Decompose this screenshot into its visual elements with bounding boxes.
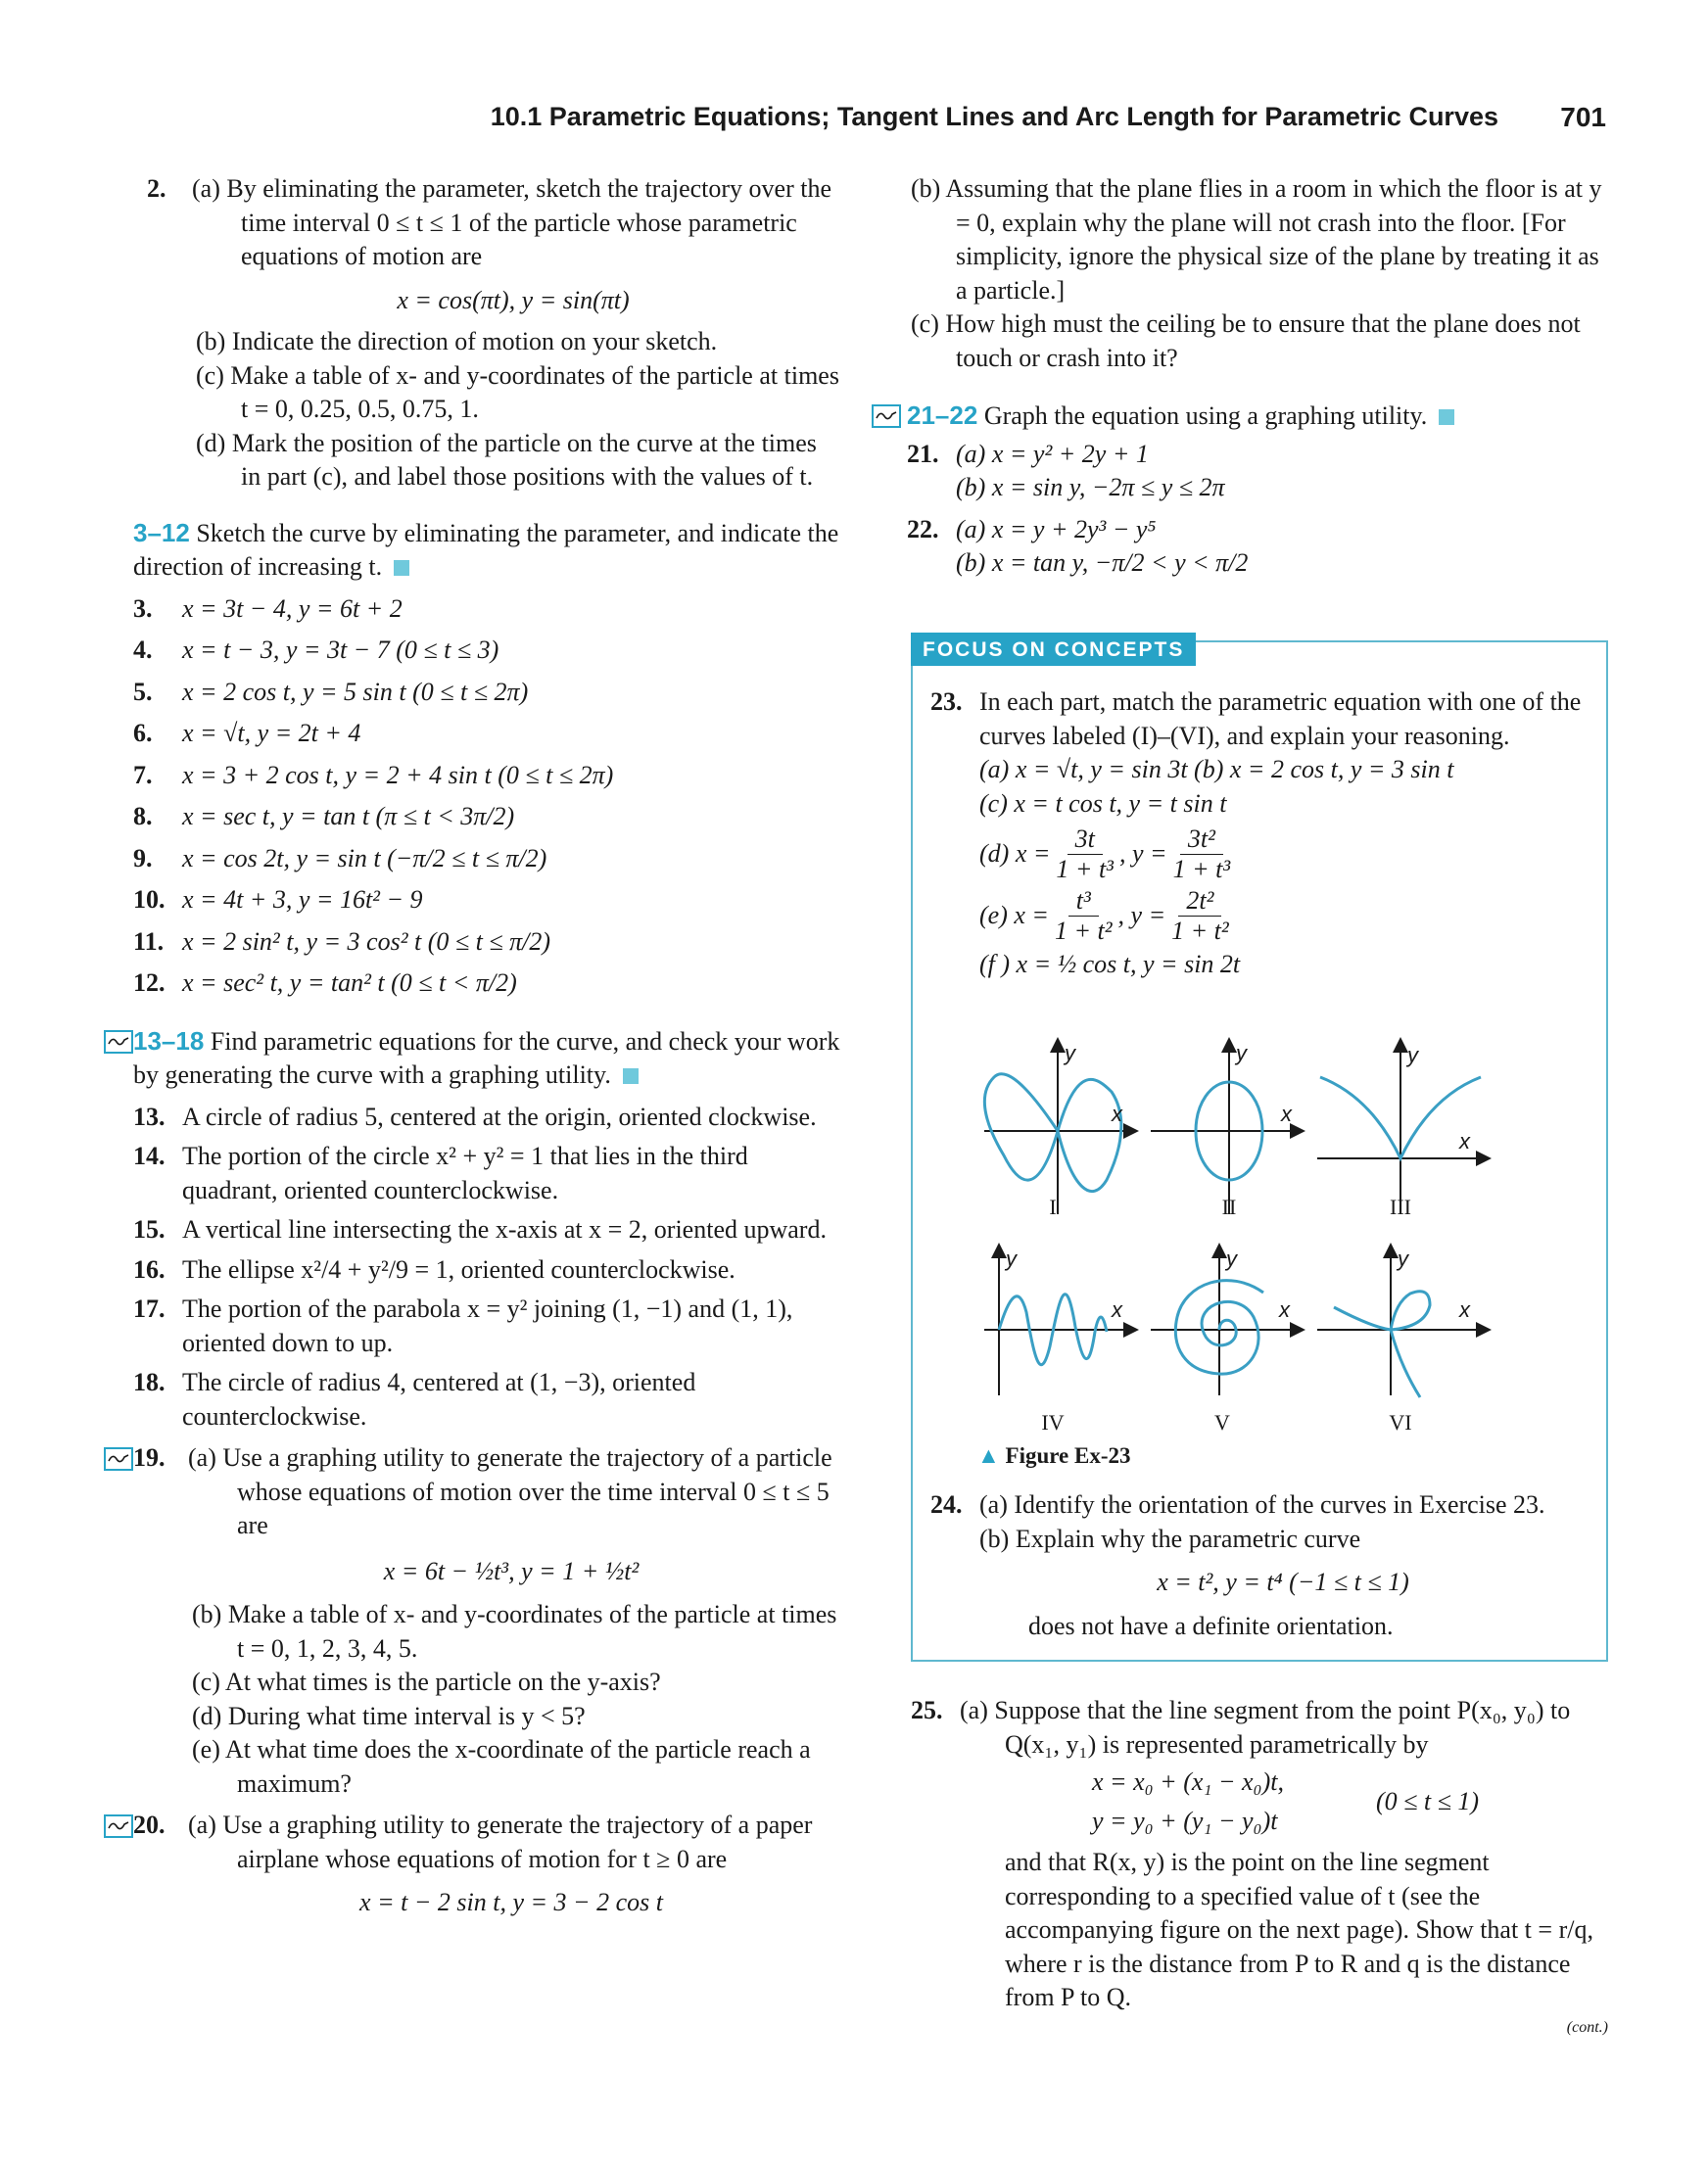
exercise-number: 5. — [133, 677, 153, 706]
exercise-item — [133, 925, 840, 960]
exercise-part-e: (e) At what time does the x-coordinate of the particle reach a maximum? — [192, 1735, 811, 1798]
exercise-text: The ellipse x²/4 + y²/9 = 1, oriented counterclockwise. — [182, 1254, 735, 1284]
running-header — [0, 102, 1606, 141]
section-13-18 — [133, 1024, 840, 1435]
curve-VI — [1334, 1292, 1430, 1397]
exercise-number: 19. — [133, 1443, 166, 1472]
curve-label-III: III — [1390, 1195, 1411, 1219]
section-range: 21–22 — [907, 400, 978, 430]
equation-y: y = y₀ + (y₁ − y₀)t — [1092, 1807, 1278, 1835]
denominator: 1 + t³ — [1172, 855, 1231, 883]
exercise-list-3-12 — [133, 592, 840, 1001]
section-instructions: Sketch the curve by eliminating the parameter, and indicate the direction of increasing t. — [133, 518, 839, 581]
exercise-part-a: (a) Use a graphing utility to generate the trajectory of a particle whose equations of motion over the time interval 0 ≤ t ≤ 5 are — [188, 1443, 832, 1539]
exercise-part-d: (d) Mark the position of the particle on the curve at the times in part (c), and label those positions with the values of t. — [196, 428, 817, 491]
axis-label-x: x — [1459, 1297, 1470, 1322]
numerator: 3t — [1068, 824, 1103, 855]
curve-I — [984, 1074, 1120, 1192]
part-e — [979, 886, 1596, 946]
axis-label-x: x — [1279, 1297, 1290, 1322]
exercise-number: 11. — [133, 926, 165, 956]
axis-label-y: y — [1226, 1247, 1237, 1271]
section-range: 13–18 — [133, 1025, 205, 1056]
exercise-number: 15. — [133, 1215, 166, 1244]
caption-triangle-icon: ▲ — [977, 1443, 1000, 1468]
axis-label-y: y — [1236, 1041, 1247, 1065]
part-d — [979, 824, 1596, 884]
exercise-number: 18. — [133, 1368, 166, 1396]
parametric-equation: x = t − 2 sin t, y = 3 − 2 cos t — [359, 1888, 663, 1916]
exercise-part-a: (a) Identify the orientation of the curves in Exercise 23. — [979, 1490, 1545, 1519]
figure-ex-23 — [970, 1033, 1518, 1454]
exercise-number: 6. — [133, 719, 153, 747]
exercise-text: The portion of the circle x² + y² = 1 that lies in the third quadrant, oriented counterclockwise. — [182, 1142, 748, 1204]
exercise-equation: x = sec t, y = tan t (π ≤ t < 3π/2) — [182, 802, 515, 830]
exercise-text: A vertical line intersecting the x-axis at x = 2, oriented upward. — [182, 1215, 827, 1244]
exercise-intro: In each part, match the parametric equation with one of the curves labeled (I)–(VI), and explain your reasoning. — [979, 687, 1582, 750]
exercise-equation: x = 3t − 4, y = 6t + 2 — [182, 593, 403, 623]
parametric-equation: x = t², y = t⁴ (−1 ≤ t ≤ 1) — [1157, 1568, 1409, 1596]
exercise-23 — [930, 685, 1596, 982]
focus-tab-rule — [1200, 640, 1608, 642]
exercise-body: and that R(x, y) is the point on the line segment corresponding to a specified value of t (see the accompanying figure on the next page). Show that t = r/q, where r is the distance from P to R and q is the distance from P to Q. — [1005, 1848, 1593, 2011]
axis-label-x: x — [1281, 1102, 1292, 1126]
exercise-part-b: (b) x = sin y, −2π ≤ y ≤ 2π — [956, 473, 1225, 501]
section-range: 3–12 — [133, 517, 190, 547]
fraction — [1173, 824, 1231, 884]
exercise-equation: x = t − 3, y = 3t − 7 (0 ≤ t ≤ 3) — [182, 636, 499, 664]
exercise-number: 17. — [133, 1295, 166, 1323]
axis-label-y: y — [1398, 1247, 1408, 1271]
end-square-icon — [623, 1068, 639, 1084]
exercise-item — [133, 1213, 840, 1248]
denominator: 1 + t² — [1171, 917, 1229, 945]
exercise-number: 7. — [133, 760, 153, 789]
exercise-item — [133, 592, 840, 627]
figure-caption — [977, 1443, 1131, 1469]
part-label: (d) x = — [979, 839, 1051, 869]
exercise-24 — [930, 1488, 1596, 1643]
exercise-number: 22. — [907, 514, 939, 543]
graphing-utility-icon — [104, 1030, 133, 1054]
fraction — [1056, 824, 1114, 884]
exercise-item — [133, 1140, 840, 1207]
exercise-item — [133, 717, 840, 751]
parametric-equation: x = 6t − ½t³, y = 1 + ½t² — [383, 1556, 640, 1585]
curve-label-II: II — [1221, 1195, 1237, 1219]
exercise-item — [133, 759, 840, 793]
exercise-20-part-c: (c) How high must the ceiling be to ensure that the plane does not touch or crash into it? — [911, 309, 1581, 372]
exercise-item — [133, 634, 840, 668]
section-3-12 — [133, 516, 840, 1001]
axes — [984, 1045, 1484, 1395]
axis-label-y: y — [1407, 1043, 1418, 1067]
exercise-number: 12. — [133, 968, 166, 997]
focus-on-concepts-label: FOCUS ON CONCEPTS — [911, 633, 1196, 666]
exercise-list-13-18 — [133, 1101, 840, 1435]
left-column — [133, 172, 840, 1920]
curve-label-I: I — [1049, 1195, 1057, 1219]
exercise-item — [133, 676, 840, 710]
curve-label-V: V — [1214, 1410, 1230, 1435]
exercise-part-b: (b) Explain why the parametric curve — [979, 1524, 1361, 1553]
part-f: (f ) x = ½ cos t, y = sin 2t — [979, 950, 1241, 978]
denominator: 1 + t³ — [1056, 855, 1114, 883]
exercise-item — [133, 1366, 840, 1434]
exercise-20 — [133, 1809, 840, 1920]
exercise-part-b: (b) Make a table of x- and y-coordinates of the particle at times t = 0, 1, 2, 3, 4, 5. — [192, 1600, 837, 1663]
exercise-part-a: (a) x = y² + 2y + 1 — [956, 439, 1149, 468]
exercise-25 — [911, 1694, 1608, 2015]
exercise-part-a: (a) Use a graphing utility to generate the trajectory of a paper airplane whose equations of motion for t ≥ 0 are — [188, 1811, 813, 1873]
exercise-item — [133, 842, 840, 876]
continued-note: (cont.) — [1566, 2019, 1608, 2036]
exercise-part-a: (a) Suppose that the line segment from the point P(x₀, y₀) to Q(x₁, y₁) is represented parametrically by — [960, 1696, 1571, 1759]
chapter-section-title: 10.1 Parametric Equations; Tangent Lines and Arc Length for Parametric Curves — [490, 102, 1498, 131]
exercise-equation: x = √t, y = 2t + 4 — [182, 719, 361, 747]
graphing-utility-icon — [104, 1814, 133, 1838]
equation-range: (0 ≤ t ≤ 1) — [1376, 1787, 1480, 1815]
exercise-number: 3. — [133, 593, 153, 623]
axis-label-y: y — [1065, 1041, 1075, 1065]
numerator: 2t² — [1178, 886, 1221, 917]
exercise-equation: x = 4t + 3, y = 16t² − 9 — [182, 885, 423, 914]
exercise-item — [133, 1253, 840, 1288]
exercise-number: 8. — [133, 802, 153, 830]
axis-label-x: x — [1112, 1102, 1122, 1126]
axis-label-y: y — [1006, 1247, 1017, 1271]
graphing-utility-icon — [872, 404, 901, 428]
section-instructions: Find parametric equations for the curve, and check your work by generating the curve with a graphing utility. — [133, 1026, 840, 1089]
exercise-20-part-b: (b) Assuming that the plane flies in a room in which the floor is at y = 0, explain why the plane will not crash into the floor. [For simplicity, ignore the physical size of the plane by treating it as a particle.] — [911, 174, 1602, 305]
curves — [984, 1074, 1481, 1397]
separator: , y = — [1118, 839, 1167, 869]
numerator: 3t² — [1180, 824, 1223, 855]
parametric-equation: x = cos(πt), y = sin(πt) — [397, 285, 630, 314]
separator: , y = — [1117, 901, 1166, 930]
axis-label-x: x — [1112, 1297, 1122, 1322]
exercise-tail: does not have a definite orientation. — [1028, 1611, 1394, 1640]
exercise-2 — [143, 172, 840, 494]
exercise-item — [133, 800, 840, 834]
exercise-equation: x = 2 sin² t, y = 3 cos² t (0 ≤ t ≤ π/2) — [182, 926, 551, 956]
exercise-number: 10. — [133, 885, 166, 914]
exercise-number: 14. — [133, 1142, 166, 1170]
exercise-item — [133, 966, 840, 1001]
end-square-icon — [1439, 409, 1454, 425]
exercise-number: 21. — [907, 439, 939, 468]
exercise-19 — [133, 1441, 840, 1801]
exercise-number: 9. — [133, 843, 153, 872]
equation-system — [911, 1762, 1608, 1840]
exercise-text: A circle of radius 5, centered at the origin, oriented clockwise. — [182, 1102, 817, 1131]
exercise-part-c: (c) At what times is the particle on the y-axis? — [192, 1668, 661, 1696]
section-21-22 — [907, 399, 1606, 581]
exercise-21 — [907, 438, 1606, 505]
numerator: t³ — [1068, 886, 1099, 917]
exercise-text: The portion of the parabola x = y² joining (1, −1) and (1, 1), oriented down to up. — [182, 1295, 793, 1357]
exercise-part-a: (a) x = y + 2y³ − y⁵ — [956, 514, 1157, 543]
exercise-item — [133, 883, 840, 918]
denominator: 1 + t² — [1054, 917, 1113, 945]
exercise-text: The circle of radius 4, centered at (1, −3), oriented counterclockwise. — [182, 1368, 696, 1431]
exercise-part-b: (b) x = tan y, −π/2 < y < π/2 — [956, 548, 1249, 577]
page-number: 701 — [1560, 102, 1606, 132]
exercise-number: 23. — [930, 687, 963, 716]
exercise-number: 25. — [911, 1696, 943, 1724]
exercise-number: 4. — [133, 636, 153, 664]
end-square-icon — [394, 560, 409, 576]
fraction — [1171, 886, 1229, 946]
exercise-part-d: (d) During what time interval is y < 5? — [192, 1701, 586, 1730]
fraction — [1055, 886, 1113, 946]
part-c: (c) x = t cos t, y = t sin t — [979, 788, 1227, 818]
caption-text: Figure Ex-23 — [1005, 1443, 1131, 1468]
right-column — [907, 172, 1606, 581]
equation-x: x = x₀ + (x₁ − x₀)t, — [1092, 1767, 1284, 1796]
exercise-number: 2. — [147, 174, 166, 203]
graphing-utility-icon — [104, 1447, 133, 1471]
exercise-equation: x = sec² t, y = tan² t (0 ≤ t < π/2) — [182, 968, 517, 997]
exercise-number: 24. — [930, 1490, 963, 1519]
exercise-part-b: (b) Indicate the direction of motion on your sketch. — [196, 327, 718, 355]
exercise-item — [133, 1101, 840, 1135]
exercise-equation: x = 3 + 2 cos t, y = 2 + 4 sin t (0 ≤ t ≤ 2π) — [182, 760, 614, 789]
exercise-22 — [907, 513, 1606, 581]
exercise-equation: x = cos 2t, y = sin t (−π/2 ≤ t ≤ π/2) — [182, 843, 547, 872]
part-label: (e) x = — [979, 901, 1049, 930]
exercise-part-c: (c) Make a table of x- and y-coordinates of the particle at times t = 0, 0.25, 0.5, 0.75, 1. — [196, 360, 839, 423]
curve-label-IV: IV — [1041, 1410, 1065, 1435]
axis-label-x: x — [1459, 1129, 1470, 1154]
section-instructions: Graph the equation using a graphing utility. — [983, 401, 1428, 430]
part-a-b: (a) x = √t, y = sin 3t (b) x = 2 cos t, y = 3 sin t — [979, 755, 1454, 783]
exercise-number: 13. — [133, 1102, 166, 1131]
curve-labels — [1041, 1195, 1411, 1435]
exercise-equation: x = 2 cos t, y = 5 sin t (0 ≤ t ≤ 2π) — [182, 677, 529, 706]
exercise-part-a: (a) By eliminating the parameter, sketch the trajectory over the time interval 0 ≤ t ≤ 1 of the particle whose parametric equations of motion are — [192, 174, 832, 270]
exercise-number: 20. — [133, 1811, 166, 1839]
curve-label-VI: VI — [1389, 1410, 1412, 1435]
exercise-number: 16. — [133, 1254, 166, 1284]
exercise-item — [133, 1293, 840, 1360]
